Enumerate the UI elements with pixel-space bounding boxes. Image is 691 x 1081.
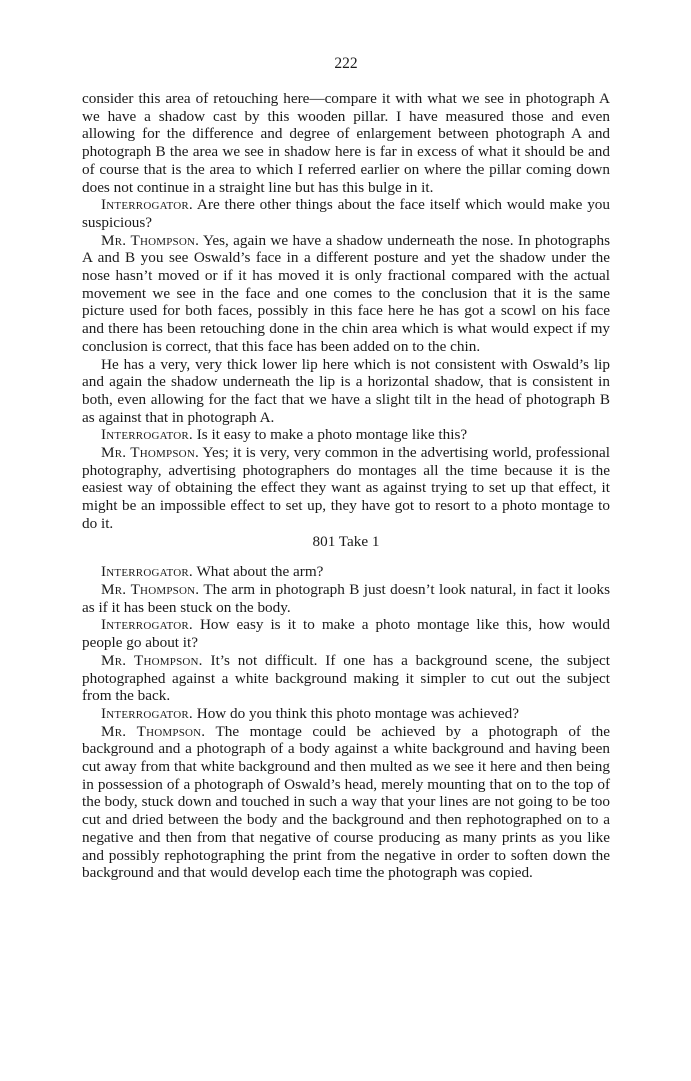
dialogue-paragraph [82,705,610,723]
dialogue-paragraph [82,563,610,581]
document-page [82,54,610,882]
paragraph-text: Yes, again we have a shadow underneath the nose. In photographs A and B you see Oswald’s face in a different posture and yet the shadow under the nose hasn’t moved or if it has moved it is only fractional compared with the actual movement we see in the face and one comes to the conclusion that it is the same picture used for both faces, possibly in this face here he has got a scowl on his face and there has been retouching done in the chin area which is what would expect if my conclusion is correct, that this face has been added on to the chin. [82,231,610,355]
paragraph-text: Are there other things about the face itself which would make you suspicious? [82,196,610,231]
dialogue-paragraph [82,196,610,231]
paragraph-text: Is it easy to make a photo montage like this? [196,426,468,444]
speaker-label: Interrogator. [101,704,193,722]
page-body [82,90,610,882]
paragraph-text: consider this area of retouching here—compare it with what we see in photograph A we have a shadow cast by this wooden pillar. I have measured those and even allowing for the difference and degree of enlargement between photograph A and photograph B the area we see in shadow here is far in excess of what it should be and of course that is the area to which I referred earlier on where the pillar coming down does not continue in a straight line but has this bulge in it. [82,90,610,196]
speaker-label: Interrogator. [101,196,193,214]
dialogue-paragraph [82,426,610,444]
paragraph-text: The montage could be achieved by a photograph of the background and a photograph of a body against a white background and having been cut away from that white background and then multed as we see it here and then being in possession of a photograph of Oswald’s head, merely mounting that on to the top of the body, stuck down and touched in such a way that your lines are not going to be too cut and dried between the body and the background and then rephotographed on to a negative and then from that negative of course producing as many prints as you like and possibly rephotographing the print from the negative in order to soften down the background and that would develop each time the photograph was copied. [82,722,610,882]
dialogue-paragraph [82,652,610,705]
paragraph-text: How do you think this photo montage was achieved? [196,704,519,722]
speaker-label: Mr. Thompson. [101,444,199,462]
dialogue-paragraph [82,723,610,882]
speaker-label: Interrogator. [101,563,193,581]
speaker-label: Interrogator. [101,426,193,444]
dialogue-paragraph [82,444,610,533]
speaker-label: Mr. Thompson. [101,580,200,598]
paragraph-text: Yes; it is very, very common in the advertising world, professional photography, advertising photographers do montages all the time because it is the easiest way of obtaining the effect they want as against trying to set up that effect, it might be an impossible effect to set up, they have got to resort to a photo montage to do it. [82,444,610,532]
speaker-label: Mr. Thompson. [101,722,206,740]
dialogue-paragraph [82,232,610,356]
paragraph-text: What about the arm? [196,563,324,581]
paragraph [82,90,610,196]
speaker-label: Interrogator. [101,616,193,634]
take-heading: 801 Take 1 [312,532,380,550]
speaker-label: Mr. Thompson. [101,231,200,249]
paragraph-text: He has a very, very thick lower lip here which is not consistent with Oswald’s lip and again the shadow underneath the lip is a horizontal shadow, that is consistent in both, even allowing for the fact that we have a slight tilt in the head of photograph B as against that in photograph A. [82,355,610,426]
dialogue-paragraph [82,616,610,651]
page-number: 222 [334,55,358,72]
paragraph-text: The arm in photograph B just doesn’t look natural, in fact it looks as if it has been stuck on the body. [82,580,610,616]
paragraph [82,356,610,427]
paragraph-text: It’s not difficult. If one has a background scene, the subject photographed against a white background making it simpler to cut out the subject from the back. [82,651,610,705]
dialogue-paragraph [82,581,610,616]
paragraph-text: How easy is it to make a photo montage like this, how would people go about it? [82,616,610,652]
speaker-label: Mr. Thompson. [101,651,203,669]
